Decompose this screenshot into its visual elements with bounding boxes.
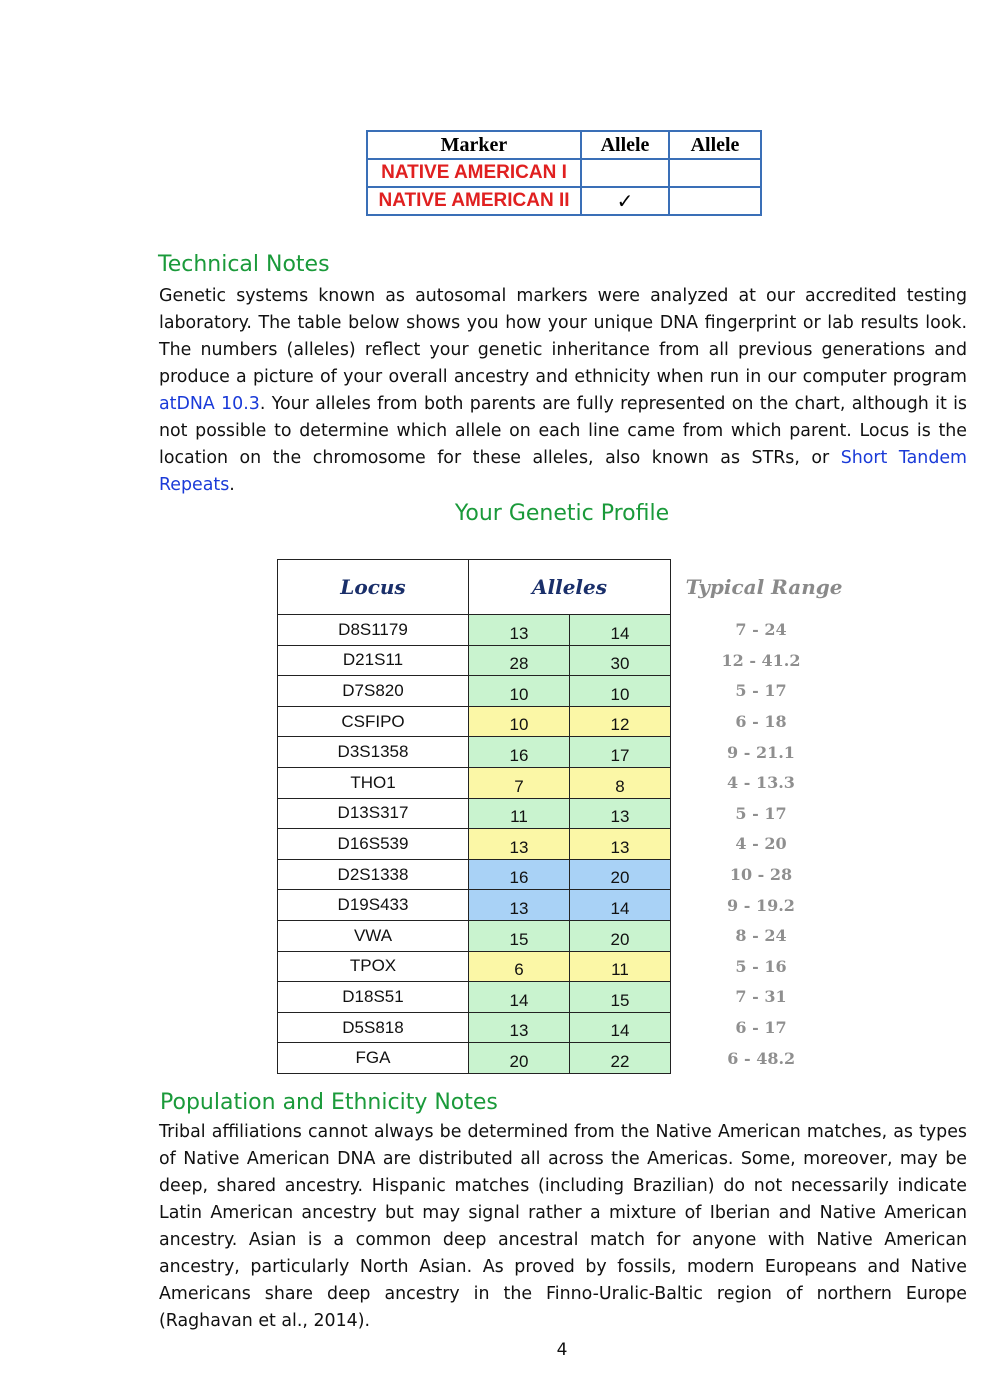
allele-1-cell: 13 bbox=[469, 890, 570, 921]
allele-1-cell: 6 bbox=[469, 951, 570, 982]
locus-cell: D3S1358 bbox=[278, 737, 469, 768]
profile-row bbox=[278, 706, 852, 737]
locus-cell: D13S317 bbox=[278, 798, 469, 829]
profile-row bbox=[278, 767, 852, 798]
locus-cell: THO1 bbox=[278, 767, 469, 798]
allele-2-cell: 14 bbox=[570, 1012, 671, 1043]
allele-2-cell: 30 bbox=[570, 645, 671, 676]
allele-2-cell: 17 bbox=[570, 737, 671, 768]
profile-row bbox=[278, 859, 852, 890]
population-notes-heading: Population and Ethnicity Notes bbox=[160, 1090, 498, 1115]
profile-row bbox=[278, 737, 852, 768]
allele-2-cell: 13 bbox=[570, 798, 671, 829]
allele-1-cell: 13 bbox=[469, 615, 570, 646]
genetic-profile-table bbox=[277, 559, 852, 1074]
typical-range-cell: 4 - 13.3 bbox=[727, 773, 795, 793]
locus-cell: D18S51 bbox=[278, 982, 469, 1013]
typical-range-cell: 9 - 21.1 bbox=[727, 742, 795, 762]
allele-2-cell: 20 bbox=[570, 920, 671, 951]
technical-notes-text-part: . bbox=[229, 475, 235, 495]
typical-range-cell: 12 - 41.2 bbox=[721, 650, 801, 670]
technical-notes-heading: Technical Notes bbox=[158, 252, 330, 277]
marker-allele-2 bbox=[669, 187, 761, 215]
allele-2-cell: 11 bbox=[570, 951, 671, 982]
checkmark-icon: ✓ bbox=[581, 187, 669, 215]
marker-table-header bbox=[367, 131, 761, 159]
typical-range-cell: 6 - 17 bbox=[735, 1018, 787, 1038]
profile-row bbox=[278, 798, 852, 829]
typical-range-header: Typical Range bbox=[685, 575, 843, 599]
allele-2-cell: 15 bbox=[570, 982, 671, 1013]
allele-2-cell: 14 bbox=[570, 615, 671, 646]
population-notes-text: Tribal affiliations cannot always be determined from the Native American matches, as types of Native American DNA are distributed all across the Americas. Some, moreover, may be deep, shared ancestry. Hispanic matches (including Brazilian) do not necessarily indicate Latin American ancestry but may signal rather a mixture of Iberian and Native American ancestry. Asian is a common deep ancestral match for anyone with Native American ancestry, particularly North Asian. As proved by fossils, modern Europeans and Native Americans share deep ancestry in the Finno-Uralic-Baltic region of northern Europe (Raghavan et al., 2014). bbox=[159, 1122, 967, 1331]
marker-allele-2 bbox=[669, 159, 761, 187]
allele-1-cell: 13 bbox=[469, 829, 570, 860]
profile-header-row bbox=[278, 560, 852, 615]
profile-row bbox=[278, 1012, 852, 1043]
locus-cell: D16S539 bbox=[278, 829, 469, 860]
locus-cell: D19S433 bbox=[278, 890, 469, 921]
typical-range-cell: 10 - 28 bbox=[729, 865, 793, 885]
atdna-link[interactable]: atDNA 10.3 bbox=[159, 394, 260, 414]
marker-row bbox=[367, 159, 761, 187]
locus-cell: CSFIPO bbox=[278, 706, 469, 737]
allele-1-cell: 13 bbox=[469, 1012, 570, 1043]
locus-cell: TPOX bbox=[278, 951, 469, 982]
allele-1-cell: 16 bbox=[469, 859, 570, 890]
allele-2-cell: 10 bbox=[570, 676, 671, 707]
locus-header: Locus bbox=[278, 560, 469, 615]
alleles-header: Alleles bbox=[469, 560, 671, 615]
allele-1-cell: 15 bbox=[469, 920, 570, 951]
technical-notes-text-part: Genetic systems known as autosomal markers were analyzed at our accredited testing laboratory. The table below shows you how your unique DNA fingerprint or lab results look. The numbers (alleles) reflect your genetic inheritance from all previous generations and produce a picture of your overall ancestry and ethnicity when run in our computer program bbox=[159, 286, 967, 387]
typical-range-cell: 5 - 17 bbox=[735, 803, 787, 823]
allele-2-cell: 14 bbox=[570, 890, 671, 921]
genetic-profile-heading: Your Genetic Profile bbox=[454, 501, 670, 526]
allele-header-2: Allele bbox=[669, 131, 761, 159]
allele-1-cell: 14 bbox=[469, 982, 570, 1013]
marker-table bbox=[366, 130, 762, 216]
allele-1-cell: 16 bbox=[469, 737, 570, 768]
locus-cell: D21S11 bbox=[278, 645, 469, 676]
allele-1-cell: 28 bbox=[469, 645, 570, 676]
allele-header-1: Allele bbox=[581, 131, 669, 159]
short-tandem-repeats-link[interactable]: Short Tandem Repeats bbox=[159, 448, 967, 495]
allele-1-cell: 10 bbox=[469, 676, 570, 707]
locus-cell: D2S1338 bbox=[278, 859, 469, 890]
marker-name: NATIVE AMERICAN I bbox=[367, 159, 581, 187]
marker-name: NATIVE AMERICAN II bbox=[367, 187, 581, 215]
technical-notes-text bbox=[159, 283, 967, 499]
page-number: 4 bbox=[556, 1340, 568, 1360]
locus-cell: FGA bbox=[278, 1043, 469, 1074]
allele-2-cell: 20 bbox=[570, 859, 671, 890]
typical-range-cell: 7 - 24 bbox=[735, 620, 787, 640]
allele-2-cell: 22 bbox=[570, 1043, 671, 1074]
typical-range-cell: 6 - 48.2 bbox=[727, 1048, 796, 1068]
typical-range-cell: 4 - 20 bbox=[735, 834, 787, 854]
typical-range-cell: 6 - 18 bbox=[735, 712, 787, 732]
allele-1-cell: 10 bbox=[469, 706, 570, 737]
profile-row bbox=[278, 920, 852, 951]
technical-notes-text-part: . Your alleles from both parents are fully represented on the chart, although it is not possible to determine which allele on each line came from which parent. Locus is the location on the chromosome for these alleles, also known as STRs, or bbox=[159, 394, 967, 468]
profile-row bbox=[278, 982, 852, 1013]
allele-1-cell: 20 bbox=[469, 1043, 570, 1074]
allele-2-cell: 8 bbox=[570, 767, 671, 798]
locus-cell: D8S1179 bbox=[278, 615, 469, 646]
allele-2-cell: 12 bbox=[570, 706, 671, 737]
marker-header: Marker bbox=[367, 131, 581, 159]
profile-row bbox=[278, 951, 852, 982]
allele-2-cell: 13 bbox=[570, 829, 671, 860]
typical-range-cell: 9 - 19.2 bbox=[727, 895, 795, 915]
marker-row bbox=[367, 187, 761, 215]
locus-cell: D5S818 bbox=[278, 1012, 469, 1043]
profile-row bbox=[278, 1043, 852, 1074]
profile-row bbox=[278, 890, 852, 921]
marker-allele-1 bbox=[581, 159, 669, 187]
locus-cell: D7S820 bbox=[278, 676, 469, 707]
profile-row bbox=[278, 676, 852, 707]
profile-row bbox=[278, 645, 852, 676]
allele-1-cell: 7 bbox=[469, 767, 570, 798]
typical-range-cell: 5 - 16 bbox=[735, 956, 787, 976]
profile-row bbox=[278, 615, 852, 646]
typical-range-cell: 8 - 24 bbox=[735, 926, 787, 946]
typical-range-cell: 7 - 31 bbox=[735, 987, 787, 1007]
typical-range-cell: 5 - 17 bbox=[735, 681, 787, 701]
locus-cell: VWA bbox=[278, 920, 469, 951]
profile-row bbox=[278, 829, 852, 860]
allele-1-cell: 11 bbox=[469, 798, 570, 829]
